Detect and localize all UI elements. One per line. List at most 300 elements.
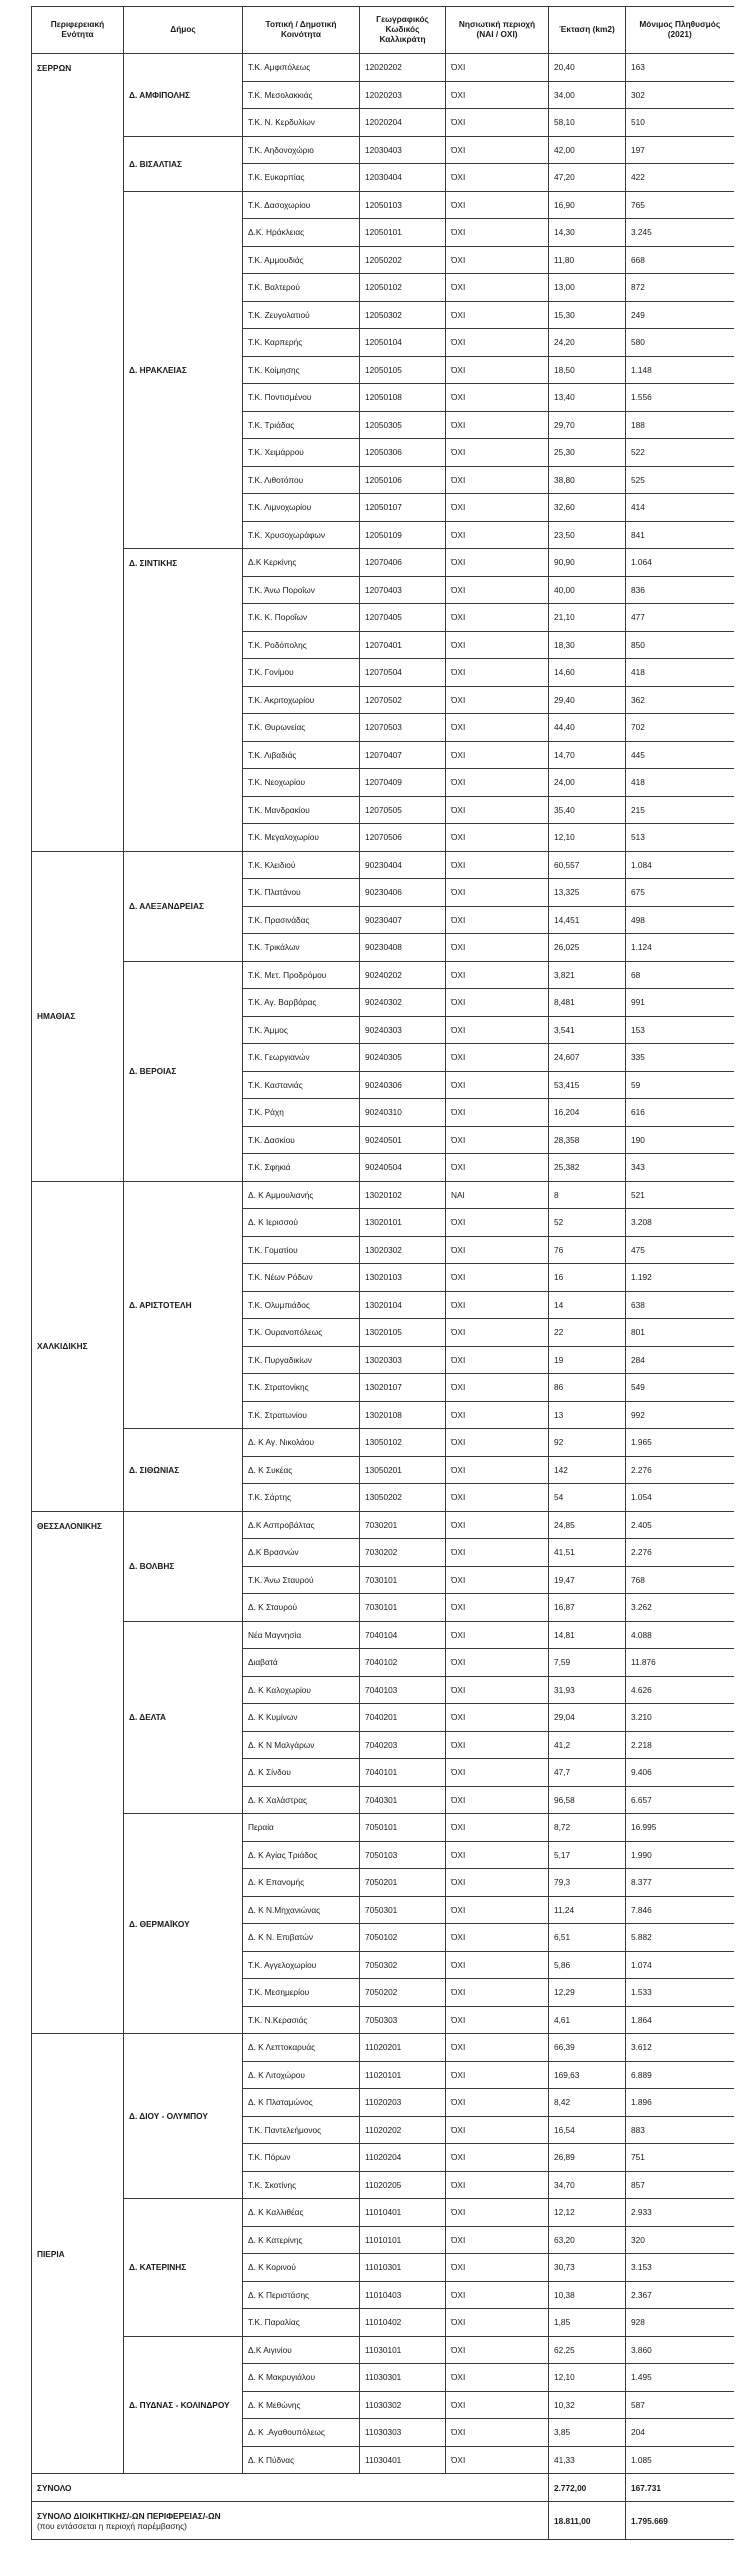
population-cell: 2.405 — [626, 1511, 734, 1539]
community-cell: Τ.Κ. Αηδονοχώριο — [243, 136, 360, 164]
code-cell: 13020101 — [360, 1209, 446, 1237]
population-cell: 5.882 — [626, 1924, 734, 1952]
island-cell: ΌΧΙ — [446, 2309, 549, 2337]
table-row — [32, 851, 734, 879]
population-cell: 525 — [626, 466, 734, 494]
grand-total-label: ΣΥΝΟΛΟ ΔΙΟΙΚΗΤΙΚΗΣ/-ΩΝ ΠΕΡΙΦΕΡΕΙΑΣ/-ΩΝ — [37, 2510, 221, 2521]
code-cell: 12050305 — [360, 411, 446, 439]
community-cell: Τ.Κ. Στρατονίκης — [243, 1374, 360, 1402]
population-cell: 580 — [626, 329, 734, 357]
island-cell: ΌΧΙ — [446, 494, 549, 522]
population-cell: 249 — [626, 301, 734, 329]
area-cell: 18,50 — [549, 356, 626, 384]
area-cell: 34,00 — [549, 81, 626, 109]
population-cell: 3.262 — [626, 1594, 734, 1622]
area-cell: 60,557 — [549, 851, 626, 879]
population-cell: 3.612 — [626, 2034, 734, 2062]
island-cell: ΌΧΙ — [446, 2364, 549, 2392]
community-cell: Δ. Κ Χαλάστρας — [243, 1786, 360, 1814]
island-cell: ΌΧΙ — [446, 934, 549, 962]
island-cell: ΌΧΙ — [446, 906, 549, 934]
community-cell: Τ.Κ. Μεγαλοχωρίου — [243, 824, 360, 852]
area-cell: 41,33 — [549, 2446, 626, 2474]
island-cell: ΌΧΙ — [446, 604, 549, 632]
code-cell: 90240303 — [360, 1016, 446, 1044]
community-cell: Τ.Κ. Αγ. Βαρβάρας — [243, 989, 360, 1017]
community-cell: Δ. Κ Αγίας Τριάδος — [243, 1841, 360, 1869]
community-cell: Τ.Κ. Γεωργιανών — [243, 1044, 360, 1072]
island-cell: ΌΧΙ — [446, 851, 549, 879]
population-cell: 8.377 — [626, 1869, 734, 1897]
area-cell: 24,20 — [549, 329, 626, 357]
community-cell: Τ.Κ. Χειμάρρου — [243, 439, 360, 467]
population-cell: 992 — [626, 1401, 734, 1429]
community-cell: Τ.Κ. Νέων Ρόδων — [243, 1264, 360, 1292]
population-cell: 4.626 — [626, 1676, 734, 1704]
area-cell: 8 — [549, 1181, 626, 1209]
region-cell: ΣΕΡΡΩΝ — [32, 54, 124, 852]
island-cell: ΌΧΙ — [446, 1896, 549, 1924]
population-cell: 197 — [626, 136, 734, 164]
area-cell: 16,90 — [549, 191, 626, 219]
population-cell: 836 — [626, 576, 734, 604]
table-row — [32, 2034, 734, 2062]
area-cell: 22 — [549, 1319, 626, 1347]
area-cell: 19,47 — [549, 1566, 626, 1594]
community-cell: Τ.Κ. Παντελεήμονος — [243, 2116, 360, 2144]
population-cell: 2.276 — [626, 1539, 734, 1567]
island-cell: ΌΧΙ — [446, 1456, 549, 1484]
table-row — [32, 54, 734, 82]
area-cell: 32,60 — [549, 494, 626, 522]
population-cell: 1.124 — [626, 934, 734, 962]
community-cell: Δ. Κ Συκέας — [243, 1456, 360, 1484]
population-cell: 1.085 — [626, 2446, 734, 2474]
code-cell: 7050201 — [360, 1869, 446, 1897]
island-cell: ΌΧΙ — [446, 2006, 549, 2034]
island-cell: ΌΧΙ — [446, 2171, 549, 2199]
population-cell: 857 — [626, 2171, 734, 2199]
header-island: Νησιωτική περιοχή (ΝΑΙ / ΟΧΙ) — [446, 7, 549, 54]
code-cell: 13020303 — [360, 1346, 446, 1374]
code-cell: 12070405 — [360, 604, 446, 632]
island-cell: ΌΧΙ — [446, 1594, 549, 1622]
community-cell: Τ.Κ. Άμμος — [243, 1016, 360, 1044]
area-cell: 21,10 — [549, 604, 626, 632]
island-cell: ΌΧΙ — [446, 1429, 549, 1457]
island-cell: ΌΧΙ — [446, 109, 549, 137]
population-cell: 414 — [626, 494, 734, 522]
grand-total-sublabel: (που εντάσσεται η περιοχή παρέμβασης) — [37, 2520, 187, 2531]
grand-total-label-cell — [32, 2502, 549, 2540]
island-cell: ΌΧΙ — [446, 356, 549, 384]
area-cell: 3,541 — [549, 1016, 626, 1044]
code-cell: 12070401 — [360, 631, 446, 659]
island-cell: ΌΧΙ — [446, 329, 549, 357]
community-cell: Τ.Κ. Χρυσοχωράφων — [243, 521, 360, 549]
population-cell: 1.896 — [626, 2089, 734, 2117]
community-cell: Τ.Κ. Σκοτίνης — [243, 2171, 360, 2199]
community-cell: Τ.Κ. Ολυμπιάδος — [243, 1291, 360, 1319]
community-cell: Τ.Κ. Ποντισμένου — [243, 384, 360, 412]
area-cell: 92 — [549, 1429, 626, 1457]
community-cell: Δ. Κ Κατερίνης — [243, 2226, 360, 2254]
area-cell: 24,607 — [549, 1044, 626, 1072]
municipality-cell: Δ. ΑΜΦΙΠΟΛΗΣ — [124, 54, 243, 137]
population-cell: 768 — [626, 1566, 734, 1594]
population-cell: 702 — [626, 714, 734, 742]
island-cell: ΌΧΙ — [446, 1319, 549, 1347]
area-cell: 42,00 — [549, 136, 626, 164]
area-cell: 8,72 — [549, 1814, 626, 1842]
area-cell: 13 — [549, 1401, 626, 1429]
population-cell: 616 — [626, 1099, 734, 1127]
population-cell: 477 — [626, 604, 734, 632]
code-cell: 90240305 — [360, 1044, 446, 1072]
area-cell: 54 — [549, 1484, 626, 1512]
header-area: Έκταση (km2) — [549, 7, 626, 54]
grand-total-population: 1.795.669 — [626, 2502, 734, 2540]
area-cell: 18,30 — [549, 631, 626, 659]
area-cell: 66,39 — [549, 2034, 626, 2062]
community-cell: Δ. Κ Κυμίνων — [243, 1704, 360, 1732]
area-cell: 14,60 — [549, 659, 626, 687]
population-cell: 668 — [626, 246, 734, 274]
area-cell: 34,70 — [549, 2171, 626, 2199]
code-cell: 12050302 — [360, 301, 446, 329]
community-cell: Δ. Κ Σίνδου — [243, 1759, 360, 1787]
island-cell: ΌΧΙ — [446, 2336, 549, 2364]
region-cell: ΘΕΣΣΑΛΟΝΙΚΗΣ — [32, 1511, 124, 2034]
population-cell: 1.064 — [626, 549, 734, 577]
code-cell: 12050104 — [360, 329, 446, 357]
population-cell: 850 — [626, 631, 734, 659]
code-cell: 7040102 — [360, 1649, 446, 1677]
code-cell: 13050102 — [360, 1429, 446, 1457]
area-cell: 12,10 — [549, 824, 626, 852]
population-cell: 751 — [626, 2144, 734, 2172]
community-cell: Τ.Κ. Μετ. Προδρόμου — [243, 961, 360, 989]
community-cell: Δ. Κ Ν Μαλγάρων — [243, 1731, 360, 1759]
community-cell: Τ.Κ. Αμμουδιάς — [243, 246, 360, 274]
community-cell: Τ.Κ. Μεσημερίου — [243, 1979, 360, 2007]
community-cell: Δ. Κ Πύδνας — [243, 2446, 360, 2474]
community-cell: Τ.Κ. Ζευγολατιού — [243, 301, 360, 329]
header-municipality: Δήμος — [124, 7, 243, 54]
island-cell: ΌΧΙ — [446, 1869, 549, 1897]
community-cell: Τ.Κ. Στρατωνίου — [243, 1401, 360, 1429]
code-cell: 12050103 — [360, 191, 446, 219]
island-cell: ΌΧΙ — [446, 2061, 549, 2089]
island-cell: ΌΧΙ — [446, 219, 549, 247]
area-cell: 3,85 — [549, 2419, 626, 2447]
area-cell: 14,30 — [549, 219, 626, 247]
area-cell: 76 — [549, 1236, 626, 1264]
population-cell: 1.192 — [626, 1264, 734, 1292]
island-cell: ΌΧΙ — [446, 466, 549, 494]
code-cell: 7030201 — [360, 1511, 446, 1539]
island-cell: ΌΧΙ — [446, 2089, 549, 2117]
area-cell: 28,358 — [549, 1126, 626, 1154]
code-cell: 11020203 — [360, 2089, 446, 2117]
island-cell: ΌΧΙ — [446, 2281, 549, 2309]
table-row — [32, 549, 734, 577]
table-row — [32, 191, 734, 219]
code-cell: 13050202 — [360, 1484, 446, 1512]
municipality-cell: Δ. ΚΑΤΕΡΙΝΗΣ — [124, 2199, 243, 2337]
area-cell: 4,61 — [549, 2006, 626, 2034]
area-cell: 14,81 — [549, 1621, 626, 1649]
population-cell: 7.846 — [626, 1896, 734, 1924]
population-cell: 991 — [626, 989, 734, 1017]
code-cell: 11030303 — [360, 2419, 446, 2447]
community-cell: Δ.Κ Ασπροβάλτας — [243, 1511, 360, 1539]
code-cell: 13020102 — [360, 1181, 446, 1209]
area-cell: 13,00 — [549, 274, 626, 302]
area-cell: 5,86 — [549, 1951, 626, 1979]
population-cell: 11.876 — [626, 1649, 734, 1677]
table-body — [32, 54, 734, 2474]
area-cell: 53,415 — [549, 1071, 626, 1099]
community-cell: Τ.Κ. Λιβαδιάς — [243, 741, 360, 769]
code-cell: 12050108 — [360, 384, 446, 412]
area-cell: 12,12 — [549, 2199, 626, 2227]
island-cell: ΌΧΙ — [446, 824, 549, 852]
population-cell: 765 — [626, 191, 734, 219]
population-cell: 343 — [626, 1154, 734, 1182]
island-cell: ΌΧΙ — [446, 741, 549, 769]
code-cell: 7050303 — [360, 2006, 446, 2034]
island-cell: ΌΧΙ — [446, 1236, 549, 1264]
population-cell: 215 — [626, 796, 734, 824]
area-cell: 52 — [549, 1209, 626, 1237]
header-region: Περιφερειακή Ενότητα — [32, 7, 124, 54]
population-cell: 521 — [626, 1181, 734, 1209]
population-cell: 6.657 — [626, 1786, 734, 1814]
area-cell: 13,325 — [549, 879, 626, 907]
community-cell: Τ.Κ. Θυρωνείας — [243, 714, 360, 742]
code-cell: 12050105 — [360, 356, 446, 384]
code-cell: 11020204 — [360, 2144, 446, 2172]
code-cell: 7030101 — [360, 1566, 446, 1594]
area-cell: 10,38 — [549, 2281, 626, 2309]
population-cell: 4.088 — [626, 1621, 734, 1649]
island-cell: ΌΧΙ — [446, 1401, 549, 1429]
area-cell: 11,80 — [549, 246, 626, 274]
code-cell: 13020108 — [360, 1401, 446, 1429]
area-cell: 25,30 — [549, 439, 626, 467]
community-cell: Δ.Κ Κερκίνης — [243, 549, 360, 577]
area-cell: 41,2 — [549, 1731, 626, 1759]
population-cell: 190 — [626, 1126, 734, 1154]
code-cell: 11010402 — [360, 2309, 446, 2337]
total-row — [32, 2474, 734, 2502]
island-cell: ΌΧΙ — [446, 989, 549, 1017]
community-cell: Τ.Κ. Ν. Κερδυλίων — [243, 109, 360, 137]
population-cell: 675 — [626, 879, 734, 907]
community-cell: Δ. Κ Ν. Επιβατών — [243, 1924, 360, 1952]
code-cell: 7040201 — [360, 1704, 446, 1732]
area-cell: 142 — [549, 1456, 626, 1484]
code-cell: 13020107 — [360, 1374, 446, 1402]
population-cell: 418 — [626, 769, 734, 797]
island-cell: ΌΧΙ — [446, 576, 549, 604]
island-cell: ΌΧΙ — [446, 2144, 549, 2172]
code-cell: 12070502 — [360, 686, 446, 714]
code-cell: 11010401 — [360, 2199, 446, 2227]
island-cell: ΌΧΙ — [446, 2391, 549, 2419]
area-cell: 16,204 — [549, 1099, 626, 1127]
code-cell: 90240501 — [360, 1126, 446, 1154]
island-cell: ΌΧΙ — [446, 1264, 549, 1292]
island-cell: ΌΧΙ — [446, 2446, 549, 2474]
island-cell: ΌΧΙ — [446, 1044, 549, 1072]
population-cell: 1.533 — [626, 1979, 734, 2007]
island-cell: ΌΧΙ — [446, 191, 549, 219]
total-population: 167.731 — [626, 2474, 734, 2502]
community-cell: Δ. Κ Λεπτοκαρυάς — [243, 2034, 360, 2062]
population-cell: 475 — [626, 1236, 734, 1264]
code-cell: 90230404 — [360, 851, 446, 879]
code-cell: 11020101 — [360, 2061, 446, 2089]
population-cell: 335 — [626, 1044, 734, 1072]
island-cell: ΌΧΙ — [446, 714, 549, 742]
community-cell: Τ.Κ. Κοίμησης — [243, 356, 360, 384]
area-cell: 47,7 — [549, 1759, 626, 1787]
code-cell: 7040301 — [360, 1786, 446, 1814]
community-cell: Τ.Κ. Πυργαδικίων — [243, 1346, 360, 1374]
population-cell: 510 — [626, 109, 734, 137]
island-cell: ΌΧΙ — [446, 1071, 549, 1099]
population-cell: 883 — [626, 2116, 734, 2144]
code-cell: 12070407 — [360, 741, 446, 769]
population-cell: 418 — [626, 659, 734, 687]
population-cell: 2.367 — [626, 2281, 734, 2309]
island-cell: ΌΧΙ — [446, 164, 549, 192]
area-cell: 29,04 — [549, 1704, 626, 1732]
code-cell: 12050202 — [360, 246, 446, 274]
code-cell: 7050101 — [360, 1814, 446, 1842]
community-cell: Τ.Κ. Τρικάλων — [243, 934, 360, 962]
population-cell: 1.148 — [626, 356, 734, 384]
community-cell: Τ.Κ. Λιθοτόπου — [243, 466, 360, 494]
municipality-cell: Δ. ΒΙΣΑΛΤΙΑΣ — [124, 136, 243, 191]
area-cell: 12,29 — [549, 1979, 626, 2007]
municipality-cell: Δ. ΔΙΟΥ - ΟΛΥΜΠΟΥ — [124, 2034, 243, 2199]
area-cell: 90,90 — [549, 549, 626, 577]
region-cell: ΗΜΑΘΙΑΣ — [32, 851, 124, 1181]
code-cell: 12030403 — [360, 136, 446, 164]
area-cell: 3,821 — [549, 961, 626, 989]
table-row — [32, 1814, 734, 1842]
community-cell: Τ.Κ. Ν.Κερασιάς — [243, 2006, 360, 2034]
area-cell: 30,73 — [549, 2254, 626, 2282]
island-cell: ΌΧΙ — [446, 1786, 549, 1814]
code-cell: 11020201 — [360, 2034, 446, 2062]
code-cell: 12020204 — [360, 109, 446, 137]
area-cell: 14,70 — [549, 741, 626, 769]
area-cell: 96,58 — [549, 1786, 626, 1814]
community-cell: Δ.Κ Αιγινίου — [243, 2336, 360, 2364]
community-cell: Τ.Κ. Δασοχωρίου — [243, 191, 360, 219]
community-cell: Δ. Κ Αμμουλιανής — [243, 1181, 360, 1209]
population-cell: 320 — [626, 2226, 734, 2254]
code-cell: 12030404 — [360, 164, 446, 192]
population-cell: 513 — [626, 824, 734, 852]
island-cell: ΌΧΙ — [446, 2034, 549, 2062]
population-cell: 3.245 — [626, 219, 734, 247]
community-cell: Διαβατά — [243, 1649, 360, 1677]
community-cell: Δ. Κ Σταυρού — [243, 1594, 360, 1622]
area-cell: 13,40 — [549, 384, 626, 412]
code-cell: 12050101 — [360, 219, 446, 247]
population-cell: 1.556 — [626, 384, 734, 412]
island-cell: ΌΧΙ — [446, 549, 549, 577]
area-cell: 12,10 — [549, 2364, 626, 2392]
table-row — [32, 2199, 734, 2227]
code-cell: 12070409 — [360, 769, 446, 797]
code-cell: 90230407 — [360, 906, 446, 934]
community-cell: Δ. Κ Καλοχωρίου — [243, 1676, 360, 1704]
grand-total-area: 18.811,00 — [549, 2502, 626, 2540]
island-cell: ΌΧΙ — [446, 1841, 549, 1869]
community-cell: Νέα Μαγνησία — [243, 1621, 360, 1649]
code-cell: 90230408 — [360, 934, 446, 962]
community-cell: Δ.Κ. Ηράκλειας — [243, 219, 360, 247]
area-cell: 79,3 — [549, 1869, 626, 1897]
island-cell: ΌΧΙ — [446, 1621, 549, 1649]
code-cell: 11030401 — [360, 2446, 446, 2474]
community-cell: Τ.Κ. Πόρων — [243, 2144, 360, 2172]
island-cell: ΌΧΙ — [446, 521, 549, 549]
code-cell: 7040203 — [360, 1731, 446, 1759]
code-cell: 7040103 — [360, 1676, 446, 1704]
total-label: ΣΥΝΟΛΟ — [32, 2474, 549, 2502]
code-cell: 7050301 — [360, 1896, 446, 1924]
island-cell: ΌΧΙ — [446, 274, 549, 302]
population-cell: 9.406 — [626, 1759, 734, 1787]
population-cell: 445 — [626, 741, 734, 769]
area-cell: 15,30 — [549, 301, 626, 329]
header-code: Γεωγραφικός Κωδικός Καλλικράτη — [360, 7, 446, 54]
code-cell: 12050107 — [360, 494, 446, 522]
code-cell: 12070504 — [360, 659, 446, 687]
community-cell: Τ.Κ. Δασκίου — [243, 1126, 360, 1154]
code-cell: 12020203 — [360, 81, 446, 109]
area-cell: 38,80 — [549, 466, 626, 494]
island-cell: ΌΧΙ — [446, 1209, 549, 1237]
code-cell: 11010301 — [360, 2254, 446, 2282]
population-cell: 163 — [626, 54, 734, 82]
population-cell: 522 — [626, 439, 734, 467]
municipality-cell: Δ. ΑΛΕΞΑΝΔΡΕΙΑΣ — [124, 851, 243, 961]
region-cell: ΠΙΕΡΙΑ — [32, 2034, 124, 2474]
area-cell: 24,85 — [549, 1511, 626, 1539]
community-cell: Δ.Κ Βρασνών — [243, 1539, 360, 1567]
population-cell: 3.208 — [626, 1209, 734, 1237]
population-cell: 549 — [626, 1374, 734, 1402]
header-population: Μόνιμος Πληθυσμός (2021) — [626, 7, 734, 54]
community-cell: Τ.Κ. Σφηκιά — [243, 1154, 360, 1182]
area-cell: 40,00 — [549, 576, 626, 604]
table-row — [32, 961, 734, 989]
population-cell: 16.995 — [626, 1814, 734, 1842]
community-cell: Τ.Κ. Αμφιπόλεως — [243, 54, 360, 82]
community-cell: Δ. Κ Λιτοχώρου — [243, 2061, 360, 2089]
island-cell: ΌΧΙ — [446, 439, 549, 467]
code-cell: 7030101 — [360, 1594, 446, 1622]
community-cell: Τ.Κ. Μεσολακκιάς — [243, 81, 360, 109]
